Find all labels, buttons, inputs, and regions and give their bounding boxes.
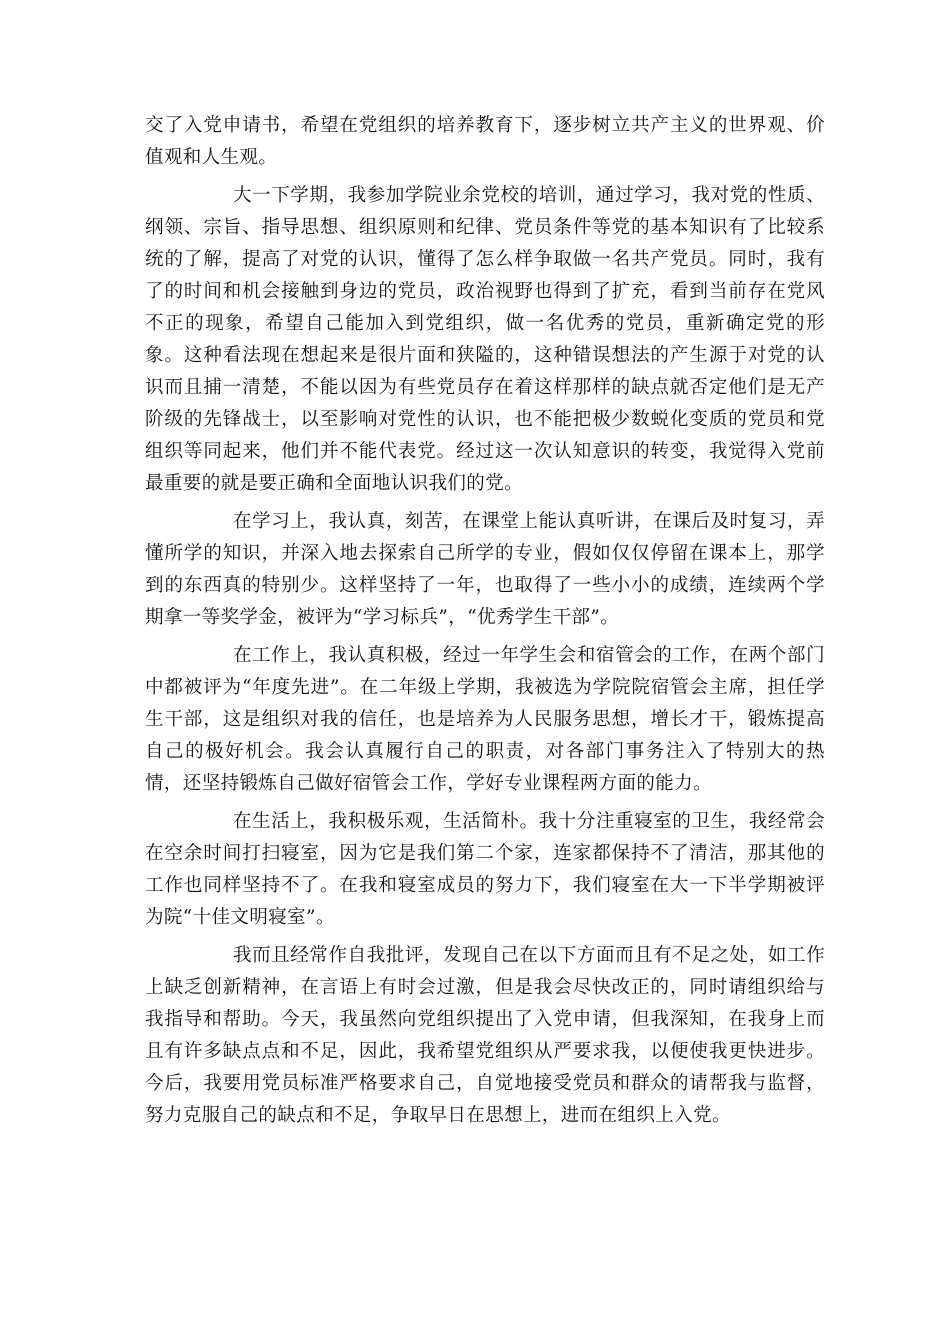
- paragraph-self-criticism: 我而且经常作自我批评，发现自己在以下方面而且有不足之处，如工作上缺乏创新精神，在言语上有时会过激，但是我会尽快改正的，同时请组织给与我指导和帮助。今天，我虽然向党组织提出了入党申请，但我深知，在我身上而且有许多缺点点和不足，因此，我希望党组织从严要求我，以便使我更快进步。今后，我要用党员标准严格要求自己，自觉地接受党员和群众的请帮我与监督，努力克服自己的缺点和不足，争取早日在思想上，进而在组织上入党。: [145, 945, 825, 1126]
- document-body: [145, 110, 825, 1138]
- paragraph-life: 在生活上，我积极乐观，生活简朴。我十分注重寝室的卫生，我经常会在空余时间打扫寝室，因为它是我们第二个家，连家都保持不了清洁，那其他的工作也同样坚持不了。在我和寝室成员的努力下，我们寝室在大一下半学期被评为院“十佳文明寝室”。: [145, 811, 825, 928]
- paragraph-study: 在学习上，我认真，刻苦，在课堂上能认真听讲，在课后及时复习，弄懂所学的知识，并深入地去探索自己所学的专业，假如仅仅停留在课本上，那学到的东西真的特别少。这样坚持了一年，也取得了一些小小的成绩，连续两个学期拿一等奖学金，被评为“学习标兵”，“优秀学生干部”。: [145, 511, 825, 628]
- paragraph-continuation: 交了入党申请书，希望在党组织的培养教育下，逐步树立共产主义的世界观、价值观和人生观。: [145, 115, 825, 168]
- paragraph-work: 在工作上，我认真积极，经过一年学生会和宿管会的工作，在两个部门中都被评为“年度先进”。在二年级上学期，我被选为学院院宿管会主席，担任学生干部，这是组织对我的信任，也是培养为人民服务思想，增长才干，锻炼提高自己的极好机会。我会认真履行自己的职责，对各部门事务注入了特别大的热情，还坚持锻炼自己做好宿管会工作，学好专业课程两方面的能力。: [145, 645, 825, 794]
- paragraph-party-school: 大一下学期，我参加学院业余党校的培训，通过学习，我对党的性质、纲领、宗旨、指导思想、组织原则和纪律、党员条件等党的基本知识有了比较系统的了解，提高了对党的认识，懂得了怎么样争取做一名共产党员。同时，我有了的时间和机会接触到身边的党员，政治视野也得到了扩充，看到当前存在党风不正的现象，希望自己能加入到党组织，做一名优秀的党员，重新确定党的形象。这种看法现在想起来是很片面和狭隘的，这种错误想法的产生源于对党的认识而且捕一清楚，不能以因为有些党员存在着这样那样的缺点就否定他们是无产阶级的先锋战士，以至影响对党性的认识，也不能把极少数蜕化变质的党员和党组织等同起来，他们并不能代表党。经过这一次认知意识的转变，我觉得入党前最重要的就是要正确和全面地认识我们的党。: [145, 185, 825, 494]
